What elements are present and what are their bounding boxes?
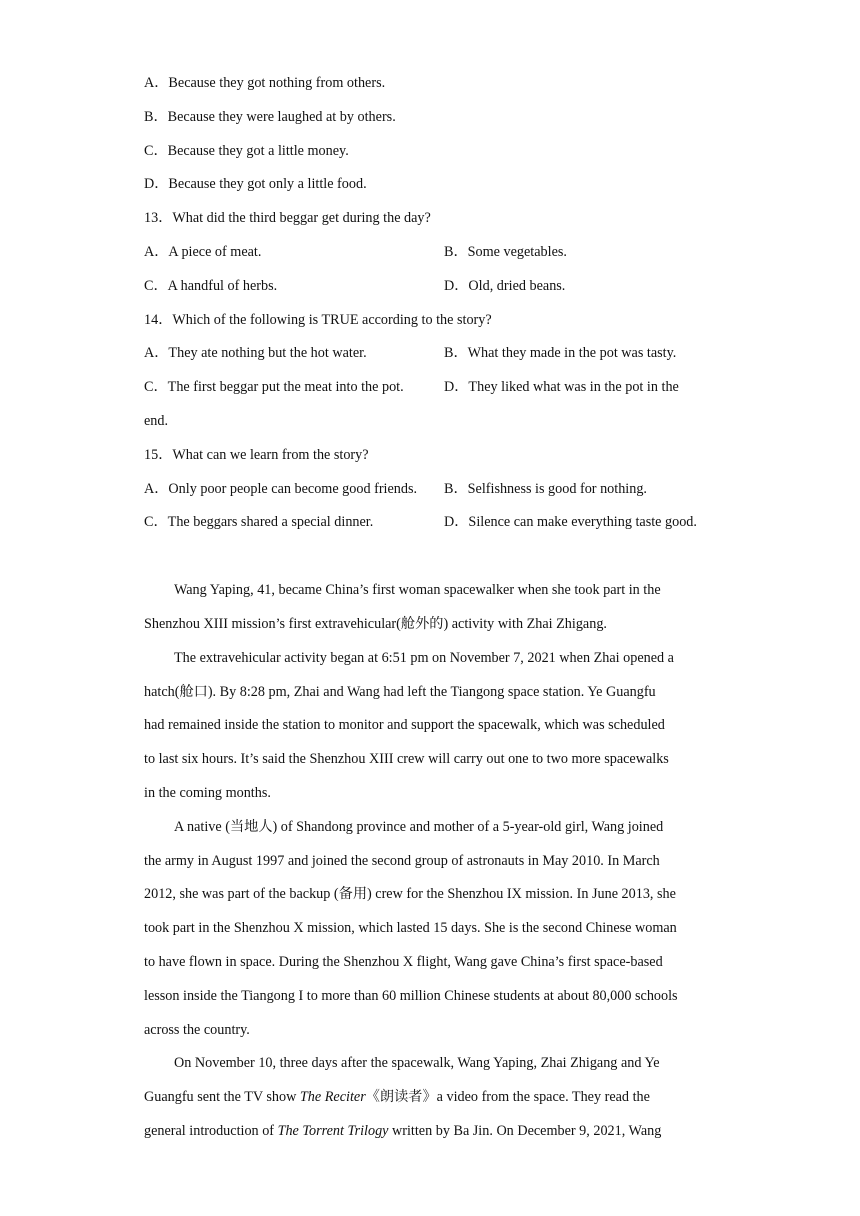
q13-options-row-2 <box>144 273 724 307</box>
passage-line: to have flown in space. During the Shenzhou X flight, Wang gave China’s first space-based <box>144 953 663 970</box>
passage-line: had remained inside the station to monitor and support the spacewalk, which was scheduled <box>144 717 665 734</box>
q13-option-c: C．A handful of herbs. <box>144 277 278 294</box>
line-text: 《朗读者》a video from the space. They read the <box>365 1089 650 1106</box>
q15-option-c: C．The beggars shared a special dinner. <box>144 514 374 531</box>
q13-options-row-1 <box>144 239 724 273</box>
passage-line: across the country. <box>144 1021 250 1038</box>
q13-option-d: D．Old, dried beans. <box>444 277 566 294</box>
book-title: The Torrent Trilogy <box>277 1122 389 1139</box>
q14-option-d-continued: end. <box>144 412 169 429</box>
passage-line: Shenzhou XIII mission’s first extravehicular(舱外的) activity with Zhai Zhigang. <box>144 615 607 632</box>
passage-line: lesson inside the Tiangong I to more than 60 million Chinese students at about 80,000 schools <box>144 987 678 1004</box>
passage-paragraph-1 <box>144 577 724 645</box>
q15-option-a: A．Only poor people can become good friends. <box>144 480 418 497</box>
passage-paragraph-3 <box>144 814 724 1051</box>
q14-option-c: C．The first beggar put the meat into the pot. <box>144 379 404 396</box>
document-page <box>144 70 724 1152</box>
q14-options-row-1 <box>144 340 724 374</box>
q12-option-d: D．Because they got only a little food. <box>144 176 367 193</box>
q15-options-row-2 <box>144 509 724 543</box>
passage-paragraph-2 <box>144 645 724 814</box>
q15-question: 15．What can we learn from the story? <box>144 446 369 463</box>
passage-line: hatch(舱口). By 8:28 pm, Zhai and Wang had left the Tiangong space station. Ye Guangfu <box>144 683 656 700</box>
q13-question: 13．What did the third beggar get during the day? <box>144 210 431 227</box>
q15-option-b: B．Selfishness is good for nothing. <box>444 480 647 497</box>
passage-line <box>144 1084 724 1118</box>
q14-question: 14．Which of the following is TRUE according to the story? <box>144 311 492 328</box>
show-title: The Reciter <box>299 1089 366 1106</box>
q13-option-a: A．A piece of meat. <box>144 243 262 260</box>
q14-option-a: A．They ate nothing but the hot water. <box>144 345 367 362</box>
q15-options-row-1 <box>144 476 724 510</box>
passage-line <box>144 1118 724 1152</box>
q14-options-row-2 <box>144 374 724 408</box>
line-text: general introduction of <box>144 1122 278 1139</box>
passage-line: The extravehicular activity began at 6:51 pm on November 7, 2021 when Zhai opened a <box>174 649 674 666</box>
passage-line: in the coming months. <box>144 784 271 801</box>
passage-line: 2012, she was part of the backup (备用) crew for the Shenzhou IX mission. In June 2013, she <box>144 886 676 903</box>
passage-line: the army in August 1997 and joined the second group of astronauts in May 2010. In March <box>144 852 660 869</box>
q12-option-c: C．Because they got a little money. <box>144 142 349 159</box>
line-text: Guangfu sent the TV show <box>144 1089 300 1106</box>
q15-option-d: D．Silence can make everything taste good. <box>444 514 697 531</box>
q14-option-b: B．What they made in the pot was tasty. <box>444 345 677 362</box>
q12-option-a: A．Because they got nothing from others. <box>144 75 386 91</box>
q12-option-b: B．Because they were laughed at by others. <box>144 108 396 125</box>
passage-line: to last six hours. It’s said the Shenzhou XIII crew will carry out one to two more spacewalks <box>144 751 669 768</box>
q13-option-b: B．Some vegetables. <box>444 243 567 260</box>
passage-paragraph-4 <box>144 1050 724 1151</box>
passage-line: Wang Yaping, 41, became China’s first woman spacewalker when she took part in the <box>174 582 661 599</box>
q14-option-d: D．They liked what was in the pot in the <box>444 379 679 396</box>
passage-line: A native (当地人) of Shandong province and mother of a 5-year-old girl, Wang joined <box>174 818 664 835</box>
passage-line: On November 10, three days after the spacewalk, Wang Yaping, Zhai Zhigang and Ye <box>174 1055 660 1072</box>
line-text: written by Ba Jin. On December 9, 2021, Wang <box>388 1122 662 1139</box>
section-spacer <box>144 543 724 577</box>
passage-line: took part in the Shenzhou X mission, which lasted 15 days. She is the second Chinese woman <box>144 920 677 937</box>
